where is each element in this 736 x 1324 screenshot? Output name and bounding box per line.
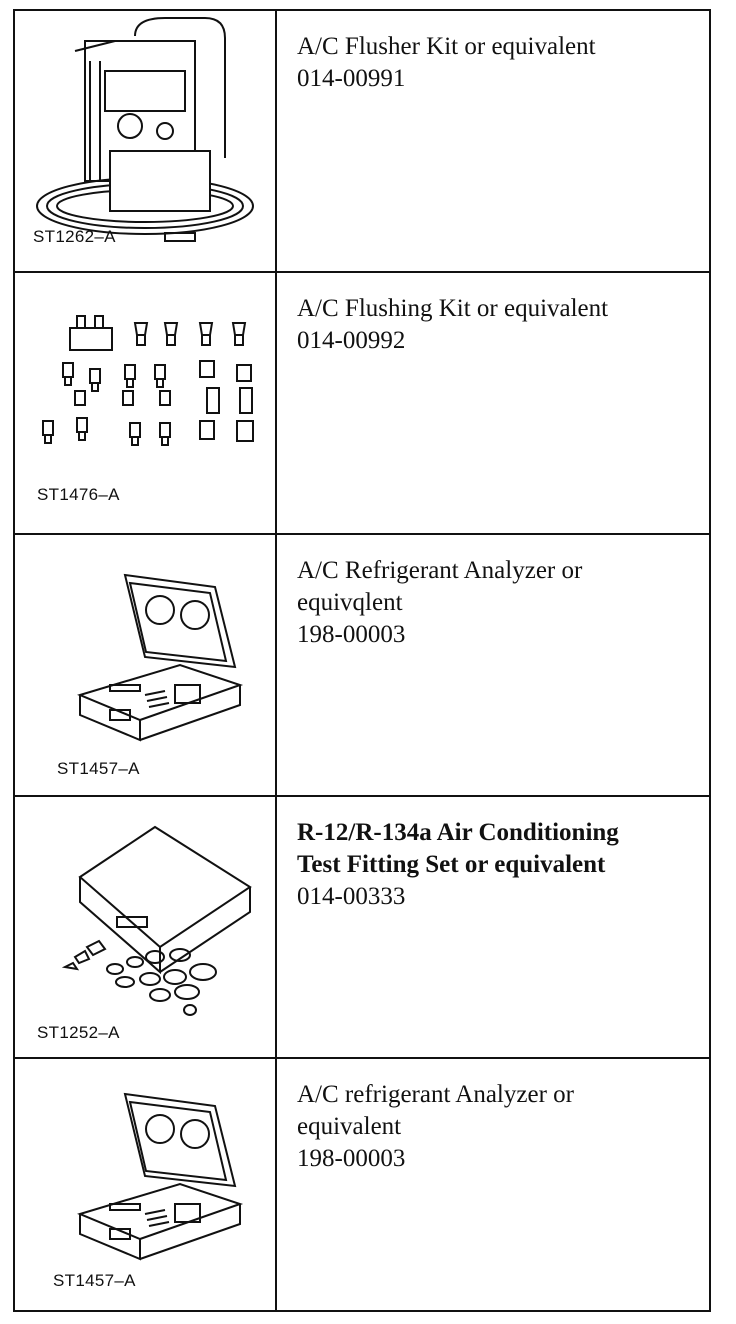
refrigerant-analyzer-case-icon (15, 535, 275, 795)
image-code-label: ST1476–A (37, 485, 120, 504)
test-fitting-set-icon (15, 797, 275, 1057)
tool-name-line: A/C Refrigerant Analyzer or (297, 557, 583, 584)
tool-illustration-cell (15, 535, 277, 795)
tool-illustration-cell (15, 11, 277, 271)
tool-description (297, 817, 689, 913)
tool-row (15, 535, 709, 797)
tool-name-line: A/C Flusher Kit or equivalent (297, 33, 596, 60)
image-code-label: ST1252–A (37, 1023, 120, 1042)
tool-name-line: equivalent (297, 1113, 402, 1140)
tool-description (297, 31, 689, 95)
image-code-label: ST1457–A (53, 1271, 136, 1290)
tool-description (297, 555, 689, 651)
tool-name-line: A/C refrigerant Analyzer or (297, 1081, 574, 1108)
tool-number-line: 014-00991 (297, 65, 406, 92)
special-tools-table (13, 9, 711, 1312)
tool-name-line: R-12/R-134a Air Conditioning (297, 819, 619, 846)
tool-row (15, 797, 709, 1059)
tool-row (15, 11, 709, 273)
tool-name-line: A/C Flushing Kit or equivalent (297, 295, 609, 322)
tool-illustration-cell (15, 273, 277, 533)
tool-name-line: Test Fitting Set or equivalent (297, 851, 606, 878)
tool-number-line: 198-00003 (297, 621, 406, 648)
tool-row (15, 273, 709, 535)
tool-number-line: 014-00333 (297, 883, 406, 910)
tool-number-line: 198-00003 (297, 1145, 406, 1172)
tool-row (15, 1059, 709, 1310)
image-code-label: ST1457–A (57, 759, 140, 778)
tool-description (297, 293, 689, 357)
tool-illustration-cell (15, 797, 277, 1057)
tool-number-line: 014-00992 (297, 327, 406, 354)
image-code-label: ST1262–A (33, 227, 116, 246)
tool-illustration-cell (15, 1059, 277, 1310)
tool-description (297, 1079, 689, 1175)
tool-name-line: equivqlent (297, 589, 403, 616)
